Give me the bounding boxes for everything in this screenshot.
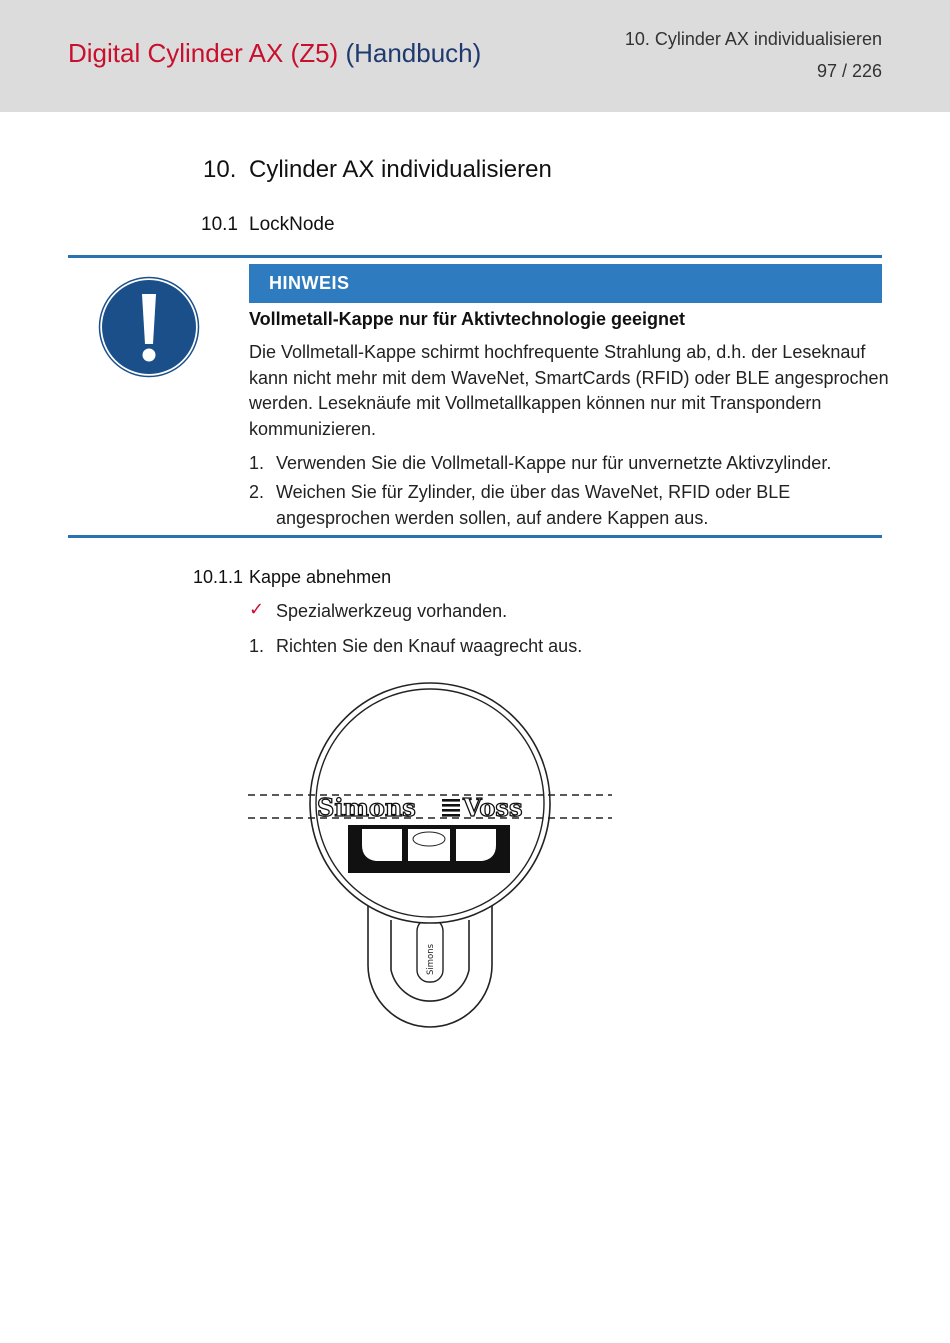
brand-right: Voss — [463, 793, 523, 822]
notice-step-number: 2. — [249, 482, 265, 502]
vertical-brand-text: Simons — [426, 943, 436, 975]
notice-step-number: 1. — [249, 453, 265, 473]
step-number: 1. — [249, 636, 265, 656]
subsection-number: 10.1 — [201, 214, 238, 235]
header-chapter: 10. Cylinder AX individualisieren — [624, 29, 882, 49]
notice-label: HINWEIS — [269, 273, 350, 293]
notice-banner — [249, 264, 882, 303]
subsection-title: LockNode — [249, 214, 335, 235]
notice-step-text: Verwenden Sie die Vollmetall-Kappe nur für unvernetzte Aktivzylinder. — [276, 453, 832, 473]
header-page-number: 97 / 226 — [816, 61, 882, 81]
notice-body: Die Vollmetall-Kappe schirmt hochfrequente Strahlung ab, d.h. der Leseknauf kann nicht mehr mit dem WaveNet, SmartCards (RFID) oder BLE angesprochen werden. Leseknäufe mit Vollmetallkappen können nur mit Transpondern kommunizieren. — [249, 342, 889, 439]
step-text: Richten Sie den Knauf waagrecht aus. — [276, 636, 583, 656]
knob-alignment-figure — [240, 675, 620, 1045]
section-number: 10. — [203, 156, 237, 183]
section-title: Cylinder AX individualisieren — [249, 156, 552, 183]
prerequisite-text: Spezialwerkzeug vorhanden. — [276, 601, 508, 621]
exclamation-mandatory-icon — [98, 276, 200, 378]
notice-title: Vollmetall-Kappe nur für Aktivtechnologie geeignet — [249, 309, 686, 329]
notice-step-text: Weichen Sie für Zylinder, die über das WaveNet, RFID oder BLE angesprochen werden sollen, auf andere Kappen aus. — [276, 482, 791, 528]
document-title — [68, 38, 481, 69]
notice-top-rule — [68, 255, 882, 258]
document-title-product: Digital Cylinder AX (Z5) — [68, 38, 339, 68]
notice-bottom-rule — [68, 535, 882, 538]
subsubsection-title: Kappe abnehmen — [249, 567, 392, 587]
brand-left: Simons — [317, 793, 416, 822]
document-title-type: (Handbuch) — [345, 38, 482, 68]
subsubsection-number: 10.1.1 — [193, 567, 244, 587]
page-header — [0, 0, 950, 112]
light-window — [348, 825, 510, 873]
checkmark-icon: ✓ — [249, 599, 265, 619]
